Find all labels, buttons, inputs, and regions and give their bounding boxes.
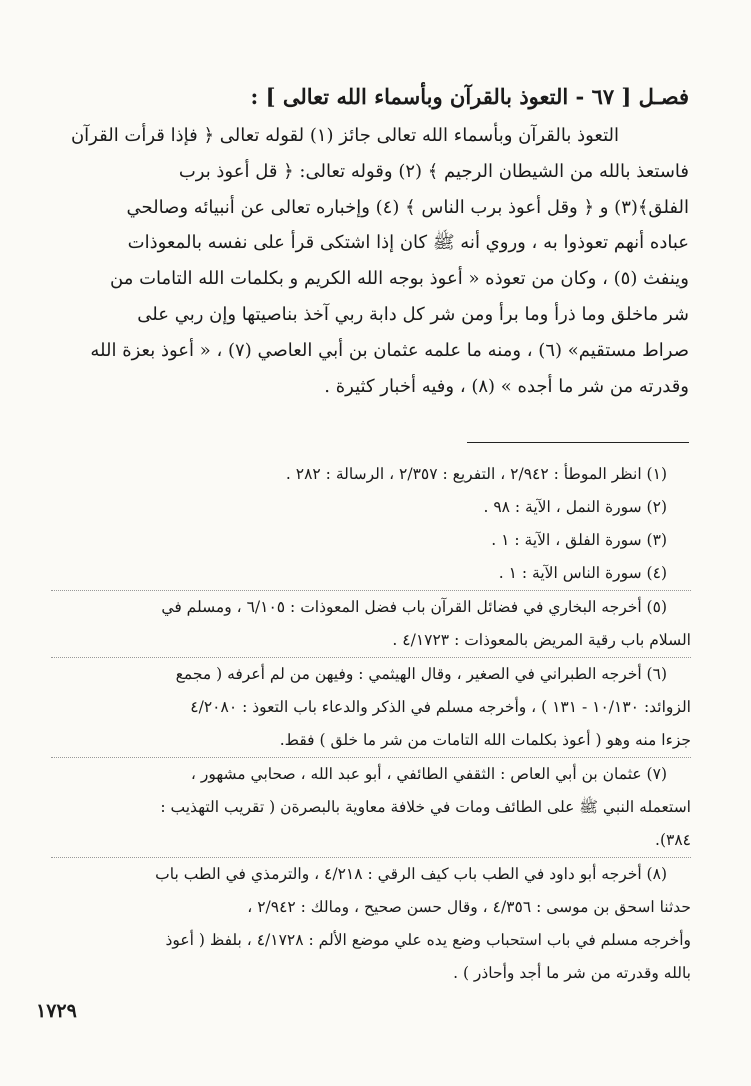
footnote [51,557,691,590]
paragraph-line: الفلق﴾(٣) و ﴿ وقل أعوذ برب الناس ﴾ (٤) وإخباره تعالى عن أنبيائه وصالحي [126,196,689,218]
footnote-line: (٥) أخرجه البخاري في فضائل القرآن باب فضل المعوذات : ٦/١٠٥ ، ومسلم في [161,598,667,616]
footnote-line: (٨) أخرجه أبو داود في الطب باب كيف الرقي : ٤/٢١٨ ، والترمذي في الطب باب [155,865,667,883]
footnote-separator [467,442,689,443]
footnote [51,657,691,757]
paragraph-line: فاستعذ بالله من الشيطان الرجيم ﴾ (٢) وقوله تعالى: ﴿ قل أعوذ برب [178,160,689,182]
footnote [51,590,691,657]
footnote-line: (٢) سورة النمل ، الآية : ٩٨ . [483,498,667,516]
footnote-line: (٦) أخرجه الطبراني في الصغير ، وقال الهيثمي : وفيهن من لم أعرفه ( مجمع [175,665,667,683]
footnote-line: استعمله النبي ﷺ على الطائف ومات في خلافة معاوية بالبصرةن ( تقريب التهذيب : [160,798,691,816]
footnote-line: السلام باب رقية المريض بالمعوذات : ٤/١٧٢٣ . [392,631,691,649]
footnotes [51,458,691,990]
footnote [51,491,691,524]
paragraph-line: صراط مستقيم» (٦) ، ومنه ما علمه عثمان بن أبي العاصي (٧) ، « أعوذ بعزة الله [90,339,689,361]
footnote [51,857,691,990]
footnote-line: (١) انظر الموطأ : ٢/٩٤٢ ، التفريع : ٢/٣٥٧ ، الرسالة : ٢٨٢ . [285,465,667,483]
paragraph-line: شر ماخلق وما ذرأ وما برأ ومن شر كل دابة ربي آخذ بناصيتها وإن ربي على [137,303,689,325]
footnote-line: ٣٨٤). [655,831,691,849]
footnote-line: جزءا منه وهو ( أعوذ بكلمات الله التامات من شر ما خلق ) فقط. [279,731,691,749]
paragraph-line: وقدرته من شر ما أجده » (٨) ، وفيه أخبار كثيرة . [324,375,689,397]
footnote-line: بالله وقدرته من شر ما أجد وأحاذر ) . [453,964,691,982]
paragraph-line: وينفث (٥) ، وكان من تعوذه « أعوذ بوجه الله الكريم و بكلمات الله التامات من [110,268,689,290]
main-paragraph [49,118,689,404]
section-heading: فصـل [ ٦٧ - التعوذ بالقرآن وبأسماء الله تعالى ] : [250,84,689,109]
footnote-line: حدثنا اسحق بن موسى : ٤/٣٥٦ ، وقال حسن صحيح ، ومالك : ٢/٩٤٢ ، [247,898,691,916]
paragraph-line: عباده أنهم تعوذوا به ، وروي أنه ﷺ كان إذا اشتكى قرأ على نفسه بالمعوذات [127,232,689,254]
footnote-line: (٤) سورة الناس الآية : ١ . [498,564,667,582]
footnote-line: (٣) سورة الفلق ، الآية : ١ . [491,531,667,549]
page-number: ١٧٢٩ [36,1000,77,1022]
footnote [51,458,691,491]
paragraph-line: التعوذ بالقرآن وبأسماء الله تعالى جائز (١) لقوله تعالى ﴿ فإذا قرأت القرآن [70,125,619,146]
footnote-line: (٧) عثمان بن أبي العاص : الثقفي الطائفي ، أبو عبد الله ، صحابي مشهور ، [190,765,667,783]
footnote [51,757,691,857]
footnote [51,524,691,557]
footnote-line: وأخرجه مسلم في باب استحباب وضع يده علي موضع الألم : ٤/١٧٢٨ ، بلفظ ( أعوذ [165,931,691,949]
footnote-line: الزوائد: ١٠/١٣٠ - ١٣١ ) ، وأخرجه مسلم في الذكر والدعاء باب التعوذ : ٤/٢٠٨٠ [190,698,691,716]
